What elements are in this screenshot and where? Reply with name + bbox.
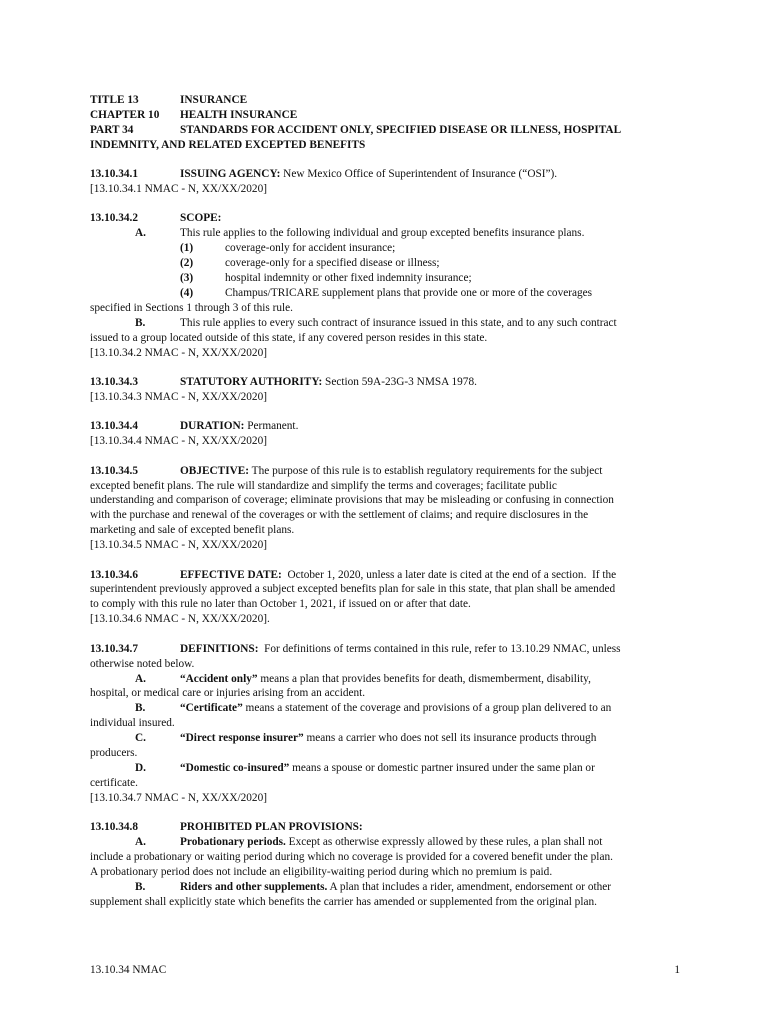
definition-cont: individual insured. xyxy=(90,717,175,730)
list-item: (4) Champus/TRICARE supplement plans that provide one or more of the coverages xyxy=(180,286,593,299)
definition-d: D. “Domestic co-insured” means a spouse or domestic partner insured under the same plan or xyxy=(135,761,595,774)
subsection-b-cont: issued to a group located outside of this state, if any covered person resides in this state. xyxy=(90,331,488,344)
definition-c: C. “Direct response insurer” means a carrier who does not sell its insurance products through xyxy=(135,732,597,745)
paragraph-line: supplement shall explicitly state which benefits the carrier has amended or supplemented from the original plan. xyxy=(90,895,597,908)
paragraph-line: marketing and sale of excepted benefit plans. xyxy=(90,524,295,537)
history-note: [13.10.34.2 NMAC - N, XX/XX/2020] xyxy=(90,346,267,359)
section-definitions: 13.10.34.7 DEFINITIONS: For definitions of terms contained in this rule, refer to 13.10.29 NMAC, unless xyxy=(90,642,621,655)
list-item-cont: specified in Sections 1 through 3 of this rule. xyxy=(90,301,293,314)
page-footer xyxy=(90,964,680,976)
chapter-line: CHAPTER 10 HEALTH INSURANCE xyxy=(90,108,298,121)
history-note: [13.10.34.7 NMAC - N, XX/XX/2020] xyxy=(90,791,267,804)
document-page xyxy=(90,93,680,910)
section-objective: 13.10.34.5 OBJECTIVE: The purpose of this rule is to establish regulatory requirements for the subject xyxy=(90,464,603,477)
part-line: PART 34 STANDARDS FOR ACCIDENT ONLY, SPECIFIED DISEASE OR ILLNESS, HOSPITAL xyxy=(90,123,622,136)
paragraph-line: to comply with this rule no later than October 1, 2021, if issued on or after that date. xyxy=(90,598,471,611)
history-note: [13.10.34.1 NMAC - N, XX/XX/2020] xyxy=(90,183,267,196)
section-prohibited-provisions: 13.10.34.8 PROHIBITED PLAN PROVISIONS: xyxy=(90,821,363,834)
title-line: TITLE 13 INSURANCE xyxy=(90,94,248,106)
history-note: [13.10.34.5 NMAC - N, XX/XX/2020] xyxy=(90,539,267,552)
paragraph-line: superintendent previously approved a subject excepted benefits plan for sale in this state, that plan shall be amended xyxy=(90,583,616,596)
subsection-a: A. This rule applies to the following individual and group excepted benefits insurance plans. xyxy=(135,227,585,240)
definition-a: A. “Accident only” means a plan that provides benefits for death, dismemberment, disability, xyxy=(135,672,591,685)
history-note: [13.10.34.6 NMAC - N, XX/XX/2020]. xyxy=(90,613,270,626)
paragraph-line: understanding and comparison of coverage; eliminate provisions that may be misleading or confusing in connection xyxy=(90,494,614,507)
section-duration: 13.10.34.4 DURATION: Permanent. xyxy=(90,420,299,433)
subsection-b: B. This rule applies to every such contract of insurance issued in this state, and to any such contract xyxy=(135,316,617,329)
list-item: (3) hospital indemnity or other fixed indemnity insurance; xyxy=(180,272,472,285)
footer-citation: 13.10.34 NMAC xyxy=(90,964,167,976)
paragraph-line: excepted benefit plans. The rule will standardize and simplify the terms and coverages; facilitate public xyxy=(90,479,557,492)
definition-b: B. “Certificate” means a statement of the coverage and provisions of a group plan delivered to an xyxy=(135,702,612,715)
definition-cont: producers. xyxy=(90,747,138,760)
section-issuing-agency: 13.10.34.1 ISSUING AGENCY: New Mexico Office of Superintendent of Insurance (“OSI”). xyxy=(90,168,558,181)
history-note: [13.10.34.3 NMAC - N, XX/XX/2020] xyxy=(90,390,267,403)
paragraph-line: A probationary period does not include an eligibility-waiting period during which no premium is paid. xyxy=(90,865,553,878)
section-effective-date: 13.10.34.6 EFFECTIVE DATE: October 1, 2020, unless a later date is cited at the end of a section. If the xyxy=(90,568,617,581)
history-note: [13.10.34.4 NMAC - N, XX/XX/2020] xyxy=(90,435,267,448)
subsection-a: A. Probationary periods. Except as otherwise expressly allowed by these rules, a plan shall not xyxy=(135,836,603,849)
part-line-cont: INDEMNITY, AND RELATED EXCEPTED BENEFITS xyxy=(90,138,366,151)
paragraph-line: with the purchase and renewal of the coverages or with the settlement of claims; and require disclosures in the xyxy=(90,509,589,522)
section-statutory-authority: 13.10.34.3 STATUTORY AUTHORITY: Section 59A-23G-3 NMSA 1978. xyxy=(90,376,477,388)
list-item: (1) coverage-only for accident insurance; xyxy=(180,242,396,255)
paragraph-line: include a probationary or waiting period during which no coverage is provided for a covered benefit under the plan. xyxy=(90,850,613,863)
subsection-b: B. Riders and other supplements. A plan that includes a rider, amendment, endorsement or other xyxy=(135,880,612,893)
section-scope: 13.10.34.2 SCOPE: xyxy=(90,212,222,225)
definition-cont: hospital, or medical care or injuries arising from an accident. xyxy=(90,687,366,700)
page-number: 1 xyxy=(674,964,680,976)
definition-cont: certificate. xyxy=(90,776,138,789)
list-item: (2) coverage-only for a specified disease or illness; xyxy=(180,257,440,270)
paragraph-line: otherwise noted below. xyxy=(90,657,195,670)
